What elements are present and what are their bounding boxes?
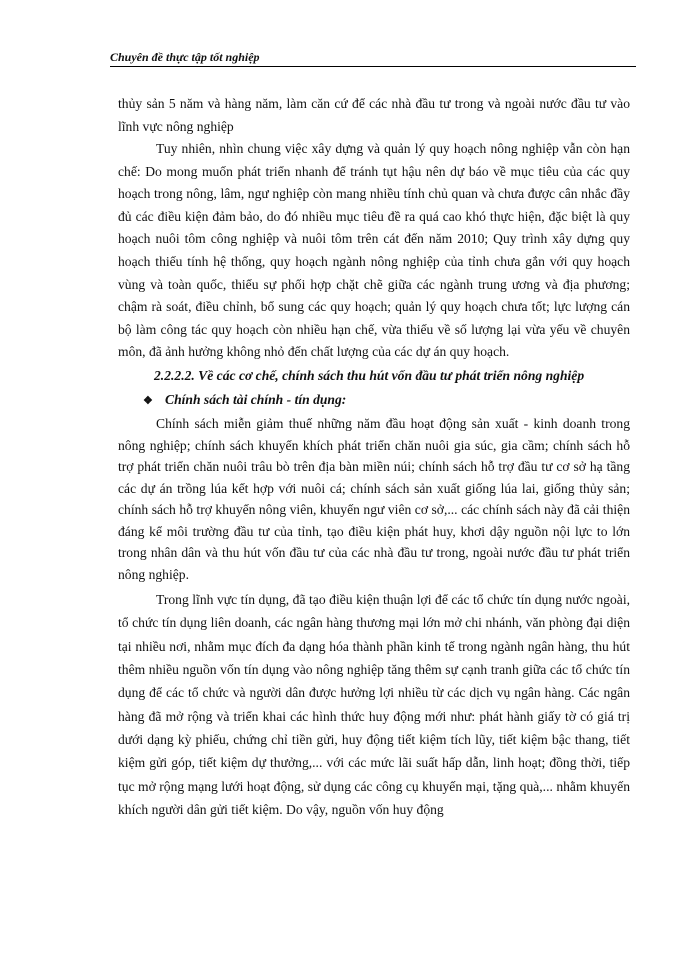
page-header [110, 50, 636, 65]
diamond-bullet-icon: ❖ [143, 394, 153, 407]
header-rule [110, 66, 636, 67]
header-title: Chuyên đề thực tập tốt nghiệp [110, 50, 260, 64]
paragraph-planning: Tuy nhiên, nhìn chung việc xây dựng và quản lý quy hoạch nông nghiệp vẫn còn hạn chế: Do mong muốn phát triển nhanh để tránh tụt hậu nên dự báo về mục tiêu của các quy hoạch trong nông, lâm, ngư nghiệp còn mang nhiều tính chủ quan và chưa được cân nhắc đầy đủ các điều kiện đảm bảo, do đó nhiều mục tiêu đề ra quá cao khó thực hiện, đặc biệt là quy hoạch nuôi tôm công nghiệp và nuôi tôm trên cát đến năm 2010; Quy trình xây dựng quy hoạch thiếu tính hệ thống, quy hoạch ngành nông nghiệp của tỉnh chưa gắn với quy hoạch vùng và toàn quốc, thiếu sự phối hợp chặt chẽ giữa các ngành trung ương và địa phương; chậm rà soát, điều chỉnh, bổ sung các quy hoạch; quản lý quy hoạch chưa tốt; lực lượng cán bộ làm công tác quy hoạch còn nhiều hạn chế, vừa thiếu về số lượng lại vừa yếu về chuyên môn, đã ảnh hưởng không nhỏ đến chất lượng của các dự án quy hoạch. [118, 141, 630, 360]
section-heading: 2.2.2.2. Về các cơ chế, chính sách thu hút vốn đầu tư phát triển nông nghiệp [154, 367, 585, 383]
subsection-heading [118, 388, 630, 414]
paragraph-continued: thủy sản 5 năm và hàng năm, làm căn cứ để các nhà đầu tư trong và ngoài nước đầu tư vào lĩnh vực nông nghiệp [118, 96, 630, 134]
document-body [118, 93, 630, 821]
paragraph-finance: Chính sách miễn giảm thuế những năm đầu hoạt động sản xuất - kinh doanh trong nông nghiệp; chính sách khuyến khích phát triển chăn nuôi gia súc, gia cầm; chính sách hỗ trợ phát triển chăn nuôi trâu bò trên địa bàn miền núi; chính sách hỗ trợ đầu tư cơ sở hạ tầng các dự án trồng lúa kết hợp với nuôi cá; chính sách sản xuất giống lúa lai, giống thủy sản; chính sách hỗ trợ khuyến nông viên, khuyến ngư viên cơ sở,... các chính sách này đã cải thiện đáng kể môi trường đầu tư của tỉnh, tạo điều kiện phát huy, khơi dậy nguồn nội lực to lớn trong nhân dân và thu hút vốn đầu tư của các nhà đầu tư trong, ngoài nước đầu tư phát triển nông nghiệp. [118, 416, 630, 582]
paragraph-credit: Trong lĩnh vực tín dụng, đã tạo điều kiện thuận lợi để các tổ chức tín dụng nước ngoài, tổ chức tín dụng liên doanh, các ngân hàng thương mại lớn mở chi nhánh, văn phòng đại diện tại nhiều nơi, nhằm mục đích đa dạng hóa thành phần kinh tế trong ngành ngân hàng, thu hút thêm nhiều nguồn vốn tín dụng vào nông nghiệp tăng thêm sự cạnh tranh giữa các tổ chức tín dụng để các tổ chức và người dân được hưởng lợi nhiều từ các dịch vụ ngân hàng. Các ngân hàng đã mở rộng và triển khai các hình thức huy động mới như: phát hành giấy tờ có giá trị dưới dạng kỳ phiếu, chứng chỉ tiền gửi, huy động tiết kiệm tích lũy, tiết kiệm bậc thang, tiết kiệm gửi góp, tiết kiệm dự thưởng,... với các mức lãi suất hấp dẫn, linh hoạt; đồng thời, tiếp tục mở rộng mạng lưới hoạt động, sử dụng các công cụ khuyến mại, tặng quà,... nhằm khuyến khích người dân gửi tiết kiệm. Do vậy, nguồn vốn huy động [118, 592, 630, 817]
subsection-heading-text: Chính sách tài chính - tín dụng: [165, 391, 347, 407]
